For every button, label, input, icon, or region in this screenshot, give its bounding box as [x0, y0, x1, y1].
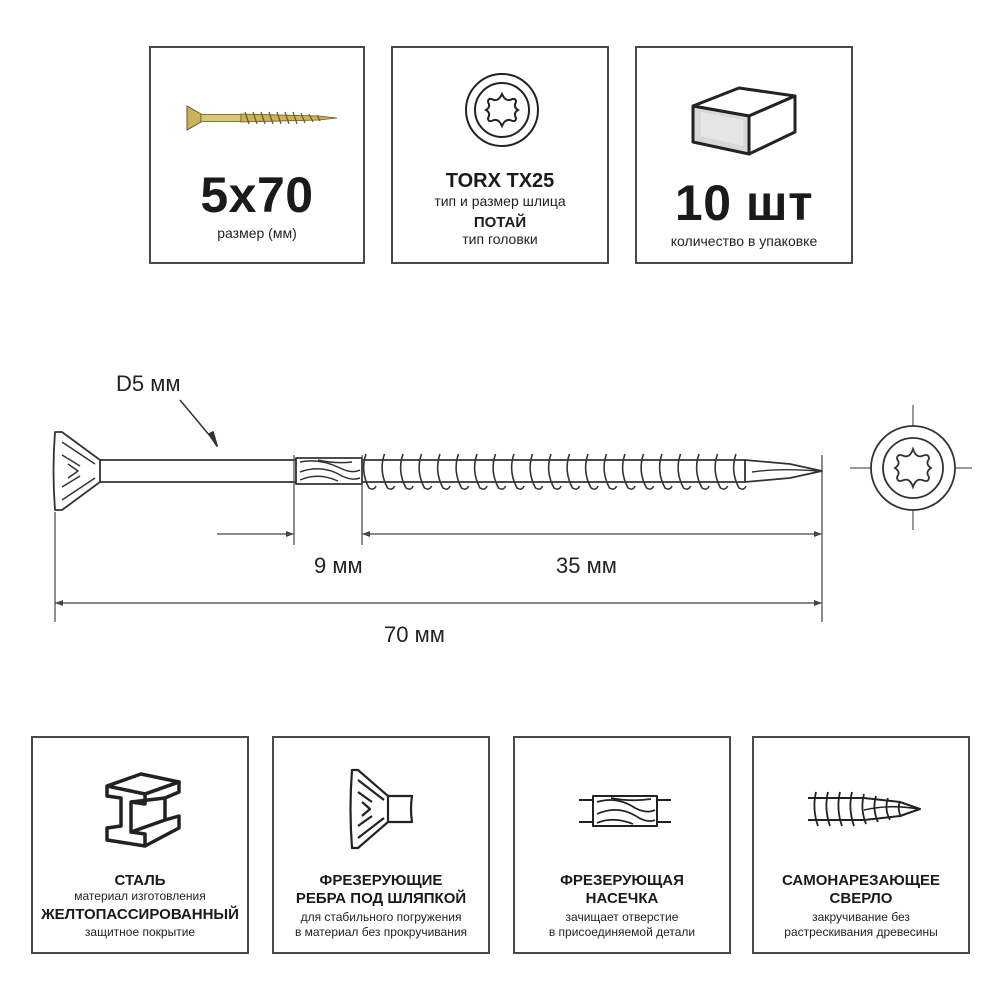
gap-label: 9 мм	[314, 553, 363, 578]
box-icon	[689, 66, 799, 156]
drive-card	[391, 46, 609, 264]
steel-beam-icon	[101, 768, 191, 848]
feature-card-steel	[31, 736, 249, 954]
feature-drill-subtitle: закручивание без	[812, 910, 910, 924]
diameter-label: D5 мм	[116, 371, 181, 396]
quantity-caption: количество в упаковке	[670, 233, 818, 249]
head-ribs-icon	[346, 764, 426, 854]
screw-shank	[100, 460, 296, 482]
feature-steel-title: СТАЛЬ	[114, 872, 166, 889]
feature-drill-title: САМОНАРЕЗАЮЩЕЕ	[781, 872, 941, 889]
drive-caption: тип и размер шлица	[434, 193, 566, 209]
drill-tip-icon	[804, 784, 924, 834]
feature-ribs-subtitle: для стабильного погружения	[300, 910, 462, 924]
feature-notch-title-line2: НАСЕЧКА	[585, 890, 659, 907]
feature-notch-subtitle: зачищает отверстие	[565, 910, 679, 924]
screw-diagram	[0, 360, 1000, 660]
quantity-card	[635, 46, 853, 264]
feature-notch-subtitle-line2: в присоединяемой детали	[548, 925, 696, 939]
feature-coating-title: ЖЕЛТОПАССИРОВАННЫЙ	[41, 906, 239, 923]
feature-card-notch	[513, 736, 731, 954]
milling-notch-icon	[575, 786, 675, 836]
thread-length-label: 35 мм	[556, 553, 617, 578]
drive-title: TORX TX25	[445, 170, 555, 192]
feature-ribs-title-line2: РЕБРА ПОД ШЛЯПКОЙ	[295, 890, 467, 907]
feature-ribs-title: ФРЕЗЕРУЮЩИЕ	[319, 872, 443, 889]
feature-ribs-subtitle-line2: в материал без прокручивания	[294, 925, 468, 939]
head-caption: тип головки	[462, 231, 538, 247]
feature-card-ribs	[272, 736, 490, 954]
feature-coating-subtitle: защитное покрытие	[84, 925, 196, 939]
head-title: ПОТАЙ	[473, 214, 527, 231]
feature-notch-title: ФРЕЗЕРУЮЩАЯ	[560, 872, 684, 889]
feature-steel-subtitle: материал изготовления	[74, 889, 206, 903]
feature-drill-subtitle-line2: растрескивания древесины	[784, 925, 938, 939]
total-length-label: 70 мм	[384, 622, 445, 647]
quantity-value: 10 шт	[674, 175, 814, 231]
torx-icon	[462, 70, 542, 150]
feature-drill-title-line2: СВЕРЛО	[829, 890, 893, 907]
size-caption: размер (мм)	[217, 225, 297, 241]
screw-icon	[179, 100, 339, 140]
size-card	[149, 46, 365, 264]
feature-card-drill	[752, 736, 970, 954]
size-value: 5x70	[200, 167, 314, 223]
end-view-torx-icon	[850, 405, 972, 530]
